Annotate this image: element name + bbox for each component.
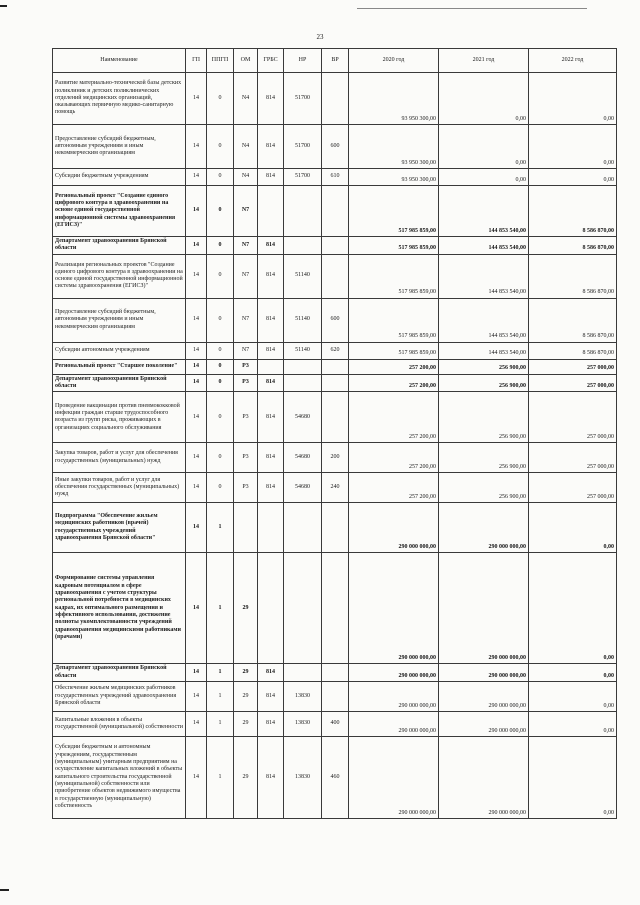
cell-grbs: 814 bbox=[258, 342, 284, 359]
cell-gp: 14 bbox=[186, 73, 207, 125]
cell-vr bbox=[322, 392, 349, 443]
cell-om: 29 bbox=[234, 681, 258, 711]
cell-vr: 460 bbox=[322, 736, 349, 818]
cell-y2021: 0,00 bbox=[439, 125, 529, 169]
cell-name: Субсидии бюджетным учреждениям bbox=[53, 169, 186, 186]
cell-om: N7 bbox=[234, 186, 258, 237]
cell-name: Департамент здравоохранения Брянской области bbox=[53, 664, 186, 682]
cell-grbs: 814 bbox=[258, 736, 284, 818]
cell-vr: 200 bbox=[322, 443, 349, 473]
cell-gp: 14 bbox=[186, 169, 207, 186]
cell-y2020: 517 985 859,00 bbox=[349, 186, 439, 237]
cell-gp: 14 bbox=[186, 443, 207, 473]
cell-y2022: 0,00 bbox=[529, 169, 617, 186]
cell-grbs bbox=[258, 186, 284, 237]
cell-y2021: 290 000 000,00 bbox=[439, 711, 529, 736]
cell-y2020: 290 000 000,00 bbox=[349, 681, 439, 711]
cell-y2022: 8 586 870,00 bbox=[529, 186, 617, 237]
cell-y2022: 257 000,00 bbox=[529, 359, 617, 374]
cell-y2020: 517 985 859,00 bbox=[349, 298, 439, 342]
cell-y2021: 290 000 000,00 bbox=[439, 681, 529, 711]
cell-nr: 51140 bbox=[284, 342, 322, 359]
cell-ppgp: 0 bbox=[207, 392, 234, 443]
cell-ppgp: 0 bbox=[207, 443, 234, 473]
cell-nr bbox=[284, 237, 322, 255]
cell-name: Закупка товаров, работ и услуг для обеспечения государственных (муниципальных) нужд bbox=[53, 443, 186, 473]
cell-y2022: 8 586 870,00 bbox=[529, 237, 617, 255]
cell-y2020: 257 200,00 bbox=[349, 473, 439, 503]
cell-y2022: 257 000,00 bbox=[529, 443, 617, 473]
cell-om: P3 bbox=[234, 473, 258, 503]
cell-y2022: 257 000,00 bbox=[529, 374, 617, 392]
cell-om: N4 bbox=[234, 169, 258, 186]
cell-name: Предоставление субсидий бюджетным, автономным учреждениям и иным некоммерческим организациям bbox=[53, 125, 186, 169]
cell-grbs: 814 bbox=[258, 473, 284, 503]
cell-y2022: 0,00 bbox=[529, 736, 617, 818]
cell-ppgp: 1 bbox=[207, 503, 234, 553]
table-row bbox=[53, 473, 617, 503]
cell-grbs: 814 bbox=[258, 374, 284, 392]
cell-ppgp: 0 bbox=[207, 169, 234, 186]
cell-y2020: 93 950 300,00 bbox=[349, 73, 439, 125]
cell-om: P3 bbox=[234, 374, 258, 392]
cell-name: Подпрограмма "Обеспечение жильем медицинских работников (врачей) государственных учреждений здравоохранения Брянской области" bbox=[53, 503, 186, 553]
cell-grbs: 814 bbox=[258, 298, 284, 342]
cell-y2020: 257 200,00 bbox=[349, 392, 439, 443]
cell-y2022: 0,00 bbox=[529, 553, 617, 664]
table-row bbox=[53, 553, 617, 664]
cell-y2022: 257 000,00 bbox=[529, 473, 617, 503]
cell-nr bbox=[284, 359, 322, 374]
cell-y2021: 0,00 bbox=[439, 73, 529, 125]
cell-grbs: 814 bbox=[258, 254, 284, 298]
scan-edge-mark-bottom bbox=[0, 889, 9, 891]
cell-gp: 14 bbox=[186, 736, 207, 818]
cell-vr: 620 bbox=[322, 342, 349, 359]
cell-vr: 240 bbox=[322, 473, 349, 503]
cell-gp: 14 bbox=[186, 374, 207, 392]
cell-ppgp: 0 bbox=[207, 298, 234, 342]
cell-y2021: 144 853 540,00 bbox=[439, 298, 529, 342]
cell-ppgp: 0 bbox=[207, 342, 234, 359]
cell-om: P3 bbox=[234, 359, 258, 374]
cell-vr: 610 bbox=[322, 169, 349, 186]
cell-name: Субсидии автономным учреждениям bbox=[53, 342, 186, 359]
cell-y2021: 290 000 000,00 bbox=[439, 503, 529, 553]
cell-grbs: 814 bbox=[258, 169, 284, 186]
header-ppgp: ППГП bbox=[207, 49, 234, 73]
table-row bbox=[53, 374, 617, 392]
cell-name: Формирование системы управления кадровым потенциалом в сфере здравоохранения с учетом структуры региональной потребности в медицинских кадрах, их оптимального размещения и эффективного использования, достижение полноты укомплектованности учреждений здравоохранения медицинскими работниками (врачами) bbox=[53, 553, 186, 664]
cell-nr: 13830 bbox=[284, 681, 322, 711]
cell-ppgp: 1 bbox=[207, 553, 234, 664]
cell-name: Реализация региональных проектов "Создание единого цифрового контура в здравоохранении на основе единой государственной информационной системы здравоохранения (ЕГИСЗ)" bbox=[53, 254, 186, 298]
cell-nr: 51700 bbox=[284, 73, 322, 125]
table-row bbox=[53, 298, 617, 342]
cell-om: 29 bbox=[234, 711, 258, 736]
cell-ppgp: 0 bbox=[207, 254, 234, 298]
cell-y2021: 0,00 bbox=[439, 169, 529, 186]
cell-ppgp: 0 bbox=[207, 374, 234, 392]
table-row bbox=[53, 359, 617, 374]
cell-ppgp: 1 bbox=[207, 664, 234, 682]
cell-om: N7 bbox=[234, 342, 258, 359]
header-2022: 2022 год bbox=[529, 49, 617, 73]
cell-om: N7 bbox=[234, 237, 258, 255]
cell-grbs: 814 bbox=[258, 73, 284, 125]
table-row bbox=[53, 254, 617, 298]
cell-gp: 14 bbox=[186, 392, 207, 443]
cell-nr: 13830 bbox=[284, 736, 322, 818]
cell-y2022: 8 586 870,00 bbox=[529, 254, 617, 298]
cell-gp: 14 bbox=[186, 342, 207, 359]
header-grbs: ГРБС bbox=[258, 49, 284, 73]
cell-vr bbox=[322, 237, 349, 255]
cell-ppgp: 0 bbox=[207, 359, 234, 374]
cell-nr bbox=[284, 374, 322, 392]
cell-nr bbox=[284, 664, 322, 682]
cell-gp: 14 bbox=[186, 503, 207, 553]
header-name: Наименование bbox=[53, 49, 186, 73]
cell-y2020: 257 200,00 bbox=[349, 374, 439, 392]
table-row bbox=[53, 169, 617, 186]
cell-vr bbox=[322, 664, 349, 682]
cell-y2021: 256 900,00 bbox=[439, 473, 529, 503]
cell-y2022: 0,00 bbox=[529, 503, 617, 553]
cell-gp: 14 bbox=[186, 664, 207, 682]
cell-vr: 600 bbox=[322, 125, 349, 169]
header-nr: НР bbox=[284, 49, 322, 73]
cell-nr bbox=[284, 503, 322, 553]
cell-y2020: 517 985 859,00 bbox=[349, 254, 439, 298]
cell-y2021: 144 853 540,00 bbox=[439, 342, 529, 359]
table-row bbox=[53, 186, 617, 237]
cell-y2021: 144 853 540,00 bbox=[439, 237, 529, 255]
cell-nr: 51700 bbox=[284, 169, 322, 186]
table-row bbox=[53, 711, 617, 736]
cell-y2020: 93 950 300,00 bbox=[349, 169, 439, 186]
cell-nr: 13830 bbox=[284, 711, 322, 736]
table-row bbox=[53, 237, 617, 255]
cell-vr bbox=[322, 186, 349, 237]
cell-ppgp: 0 bbox=[207, 186, 234, 237]
cell-y2021: 290 000 000,00 bbox=[439, 736, 529, 818]
cell-name: Департамент здравоохранения Брянской области bbox=[53, 374, 186, 392]
cell-y2020: 257 200,00 bbox=[349, 443, 439, 473]
cell-grbs: 814 bbox=[258, 664, 284, 682]
cell-nr: 54680 bbox=[284, 392, 322, 443]
cell-y2021: 256 900,00 bbox=[439, 392, 529, 443]
cell-y2020: 290 000 000,00 bbox=[349, 503, 439, 553]
cell-grbs bbox=[258, 553, 284, 664]
cell-y2021: 144 853 540,00 bbox=[439, 186, 529, 237]
cell-y2020: 290 000 000,00 bbox=[349, 664, 439, 682]
cell-name: Региональный проект "Создание единого цифрового контура в здравоохранении на основе единой государственной информационной системы здравоохранения (ЕГИСЗ)" bbox=[53, 186, 186, 237]
cell-nr: 51140 bbox=[284, 298, 322, 342]
cell-gp: 14 bbox=[186, 681, 207, 711]
cell-name: Развитие материально-технической базы детских поликлиник и детских поликлинических отделений медицинских организаций, оказывающих первичную медико-санитарную помощь bbox=[53, 73, 186, 125]
cell-y2022: 0,00 bbox=[529, 73, 617, 125]
cell-om: P3 bbox=[234, 443, 258, 473]
cell-ppgp: 1 bbox=[207, 711, 234, 736]
cell-y2020: 290 000 000,00 bbox=[349, 711, 439, 736]
cell-nr: 51140 bbox=[284, 254, 322, 298]
cell-name: Проведение вакцинации против пневмококковой инфекции граждан старше трудоспособного возраста из групп риска, проживающих в организациях социального обслуживания bbox=[53, 392, 186, 443]
cell-y2022: 8 586 870,00 bbox=[529, 342, 617, 359]
cell-grbs: 814 bbox=[258, 392, 284, 443]
header-gp: ГП bbox=[186, 49, 207, 73]
cell-gp: 14 bbox=[186, 359, 207, 374]
cell-gp: 14 bbox=[186, 711, 207, 736]
cell-grbs: 814 bbox=[258, 443, 284, 473]
cell-name: Предоставление субсидий бюджетным, автономным учреждениям и иным некоммерческим организациям bbox=[53, 298, 186, 342]
cell-vr bbox=[322, 374, 349, 392]
table-row bbox=[53, 503, 617, 553]
cell-y2020: 517 985 859,00 bbox=[349, 342, 439, 359]
cell-y2020: 517 985 859,00 bbox=[349, 237, 439, 255]
cell-om: P3 bbox=[234, 392, 258, 443]
cell-om: N4 bbox=[234, 125, 258, 169]
cell-name: Иные закупки товаров, работ и услуг для обеспечения государственных (муниципальных) нужд bbox=[53, 473, 186, 503]
header-2021: 2021 год bbox=[439, 49, 529, 73]
table-row bbox=[53, 681, 617, 711]
table-row bbox=[53, 443, 617, 473]
cell-vr bbox=[322, 553, 349, 664]
cell-gp: 14 bbox=[186, 473, 207, 503]
cell-om: 29 bbox=[234, 553, 258, 664]
scan-edge-line bbox=[357, 8, 587, 9]
cell-om: 29 bbox=[234, 736, 258, 818]
cell-gp: 14 bbox=[186, 254, 207, 298]
cell-grbs: 814 bbox=[258, 681, 284, 711]
cell-nr: 51700 bbox=[284, 125, 322, 169]
cell-gp: 14 bbox=[186, 553, 207, 664]
cell-vr bbox=[322, 681, 349, 711]
cell-vr bbox=[322, 503, 349, 553]
table-row bbox=[53, 342, 617, 359]
cell-vr: 600 bbox=[322, 298, 349, 342]
cell-y2021: 256 900,00 bbox=[439, 374, 529, 392]
cell-grbs: 814 bbox=[258, 237, 284, 255]
budget-table bbox=[52, 48, 617, 819]
cell-y2020: 290 000 000,00 bbox=[349, 736, 439, 818]
header-vr: ВР bbox=[322, 49, 349, 73]
page-number: 23 bbox=[316, 33, 324, 41]
cell-vr bbox=[322, 359, 349, 374]
cell-nr: 54680 bbox=[284, 473, 322, 503]
cell-gp: 14 bbox=[186, 298, 207, 342]
cell-y2022: 0,00 bbox=[529, 125, 617, 169]
cell-ppgp: 0 bbox=[207, 473, 234, 503]
cell-name: Обеспечение жильем медицинских работников государственных учреждений здравоохранения Брянской области bbox=[53, 681, 186, 711]
cell-vr: 400 bbox=[322, 711, 349, 736]
cell-grbs: 814 bbox=[258, 711, 284, 736]
table-row bbox=[53, 736, 617, 818]
cell-y2022: 0,00 bbox=[529, 681, 617, 711]
cell-nr bbox=[284, 553, 322, 664]
cell-om: N7 bbox=[234, 254, 258, 298]
table-row bbox=[53, 664, 617, 682]
cell-grbs bbox=[258, 503, 284, 553]
cell-grbs bbox=[258, 359, 284, 374]
cell-grbs: 814 bbox=[258, 125, 284, 169]
cell-gp: 14 bbox=[186, 186, 207, 237]
cell-vr bbox=[322, 254, 349, 298]
cell-y2022: 0,00 bbox=[529, 664, 617, 682]
table-row bbox=[53, 392, 617, 443]
cell-y2020: 257 200,00 bbox=[349, 359, 439, 374]
header-om: ОМ bbox=[234, 49, 258, 73]
cell-y2022: 0,00 bbox=[529, 711, 617, 736]
cell-om: N4 bbox=[234, 73, 258, 125]
cell-y2022: 257 000,00 bbox=[529, 392, 617, 443]
cell-y2020: 290 000 000,00 bbox=[349, 553, 439, 664]
cell-name: Департамент здравоохранения Брянской области bbox=[53, 237, 186, 255]
cell-ppgp: 1 bbox=[207, 681, 234, 711]
cell-y2022: 8 586 870,00 bbox=[529, 298, 617, 342]
cell-name: Региональный проект "Старшее поколение" bbox=[53, 359, 186, 374]
cell-gp: 14 bbox=[186, 125, 207, 169]
cell-nr bbox=[284, 186, 322, 237]
cell-ppgp: 0 bbox=[207, 237, 234, 255]
cell-om bbox=[234, 503, 258, 553]
scan-edge-mark bbox=[0, 5, 7, 7]
cell-gp: 14 bbox=[186, 237, 207, 255]
header-row bbox=[53, 49, 617, 73]
cell-y2021: 290 000 000,00 bbox=[439, 553, 529, 664]
table-row bbox=[53, 125, 617, 169]
cell-ppgp: 0 bbox=[207, 125, 234, 169]
cell-name: Капитальные вложения в объекты государственной (муниципальной) собственности bbox=[53, 711, 186, 736]
cell-nr: 54680 bbox=[284, 443, 322, 473]
cell-y2021: 144 853 540,00 bbox=[439, 254, 529, 298]
cell-y2020: 93 950 300,00 bbox=[349, 125, 439, 169]
cell-name: Субсидии бюджетным и автономным учреждениям, государственным (муниципальным) унитарным предприятиям на осуществление капитальных вложений в объекты капитального строительства государственной (муниципальной) собственности или приобретение объектов недвижимого имущества в государственную (муниципальную) собственность bbox=[53, 736, 186, 818]
header-2020: 2020 год bbox=[349, 49, 439, 73]
cell-vr bbox=[322, 73, 349, 125]
table-row bbox=[53, 73, 617, 125]
cell-ppgp: 1 bbox=[207, 736, 234, 818]
cell-y2021: 256 900,00 bbox=[439, 443, 529, 473]
cell-om: 29 bbox=[234, 664, 258, 682]
cell-y2021: 256 900,00 bbox=[439, 359, 529, 374]
cell-y2021: 290 000 000,00 bbox=[439, 664, 529, 682]
cell-ppgp: 0 bbox=[207, 73, 234, 125]
cell-om: N7 bbox=[234, 298, 258, 342]
